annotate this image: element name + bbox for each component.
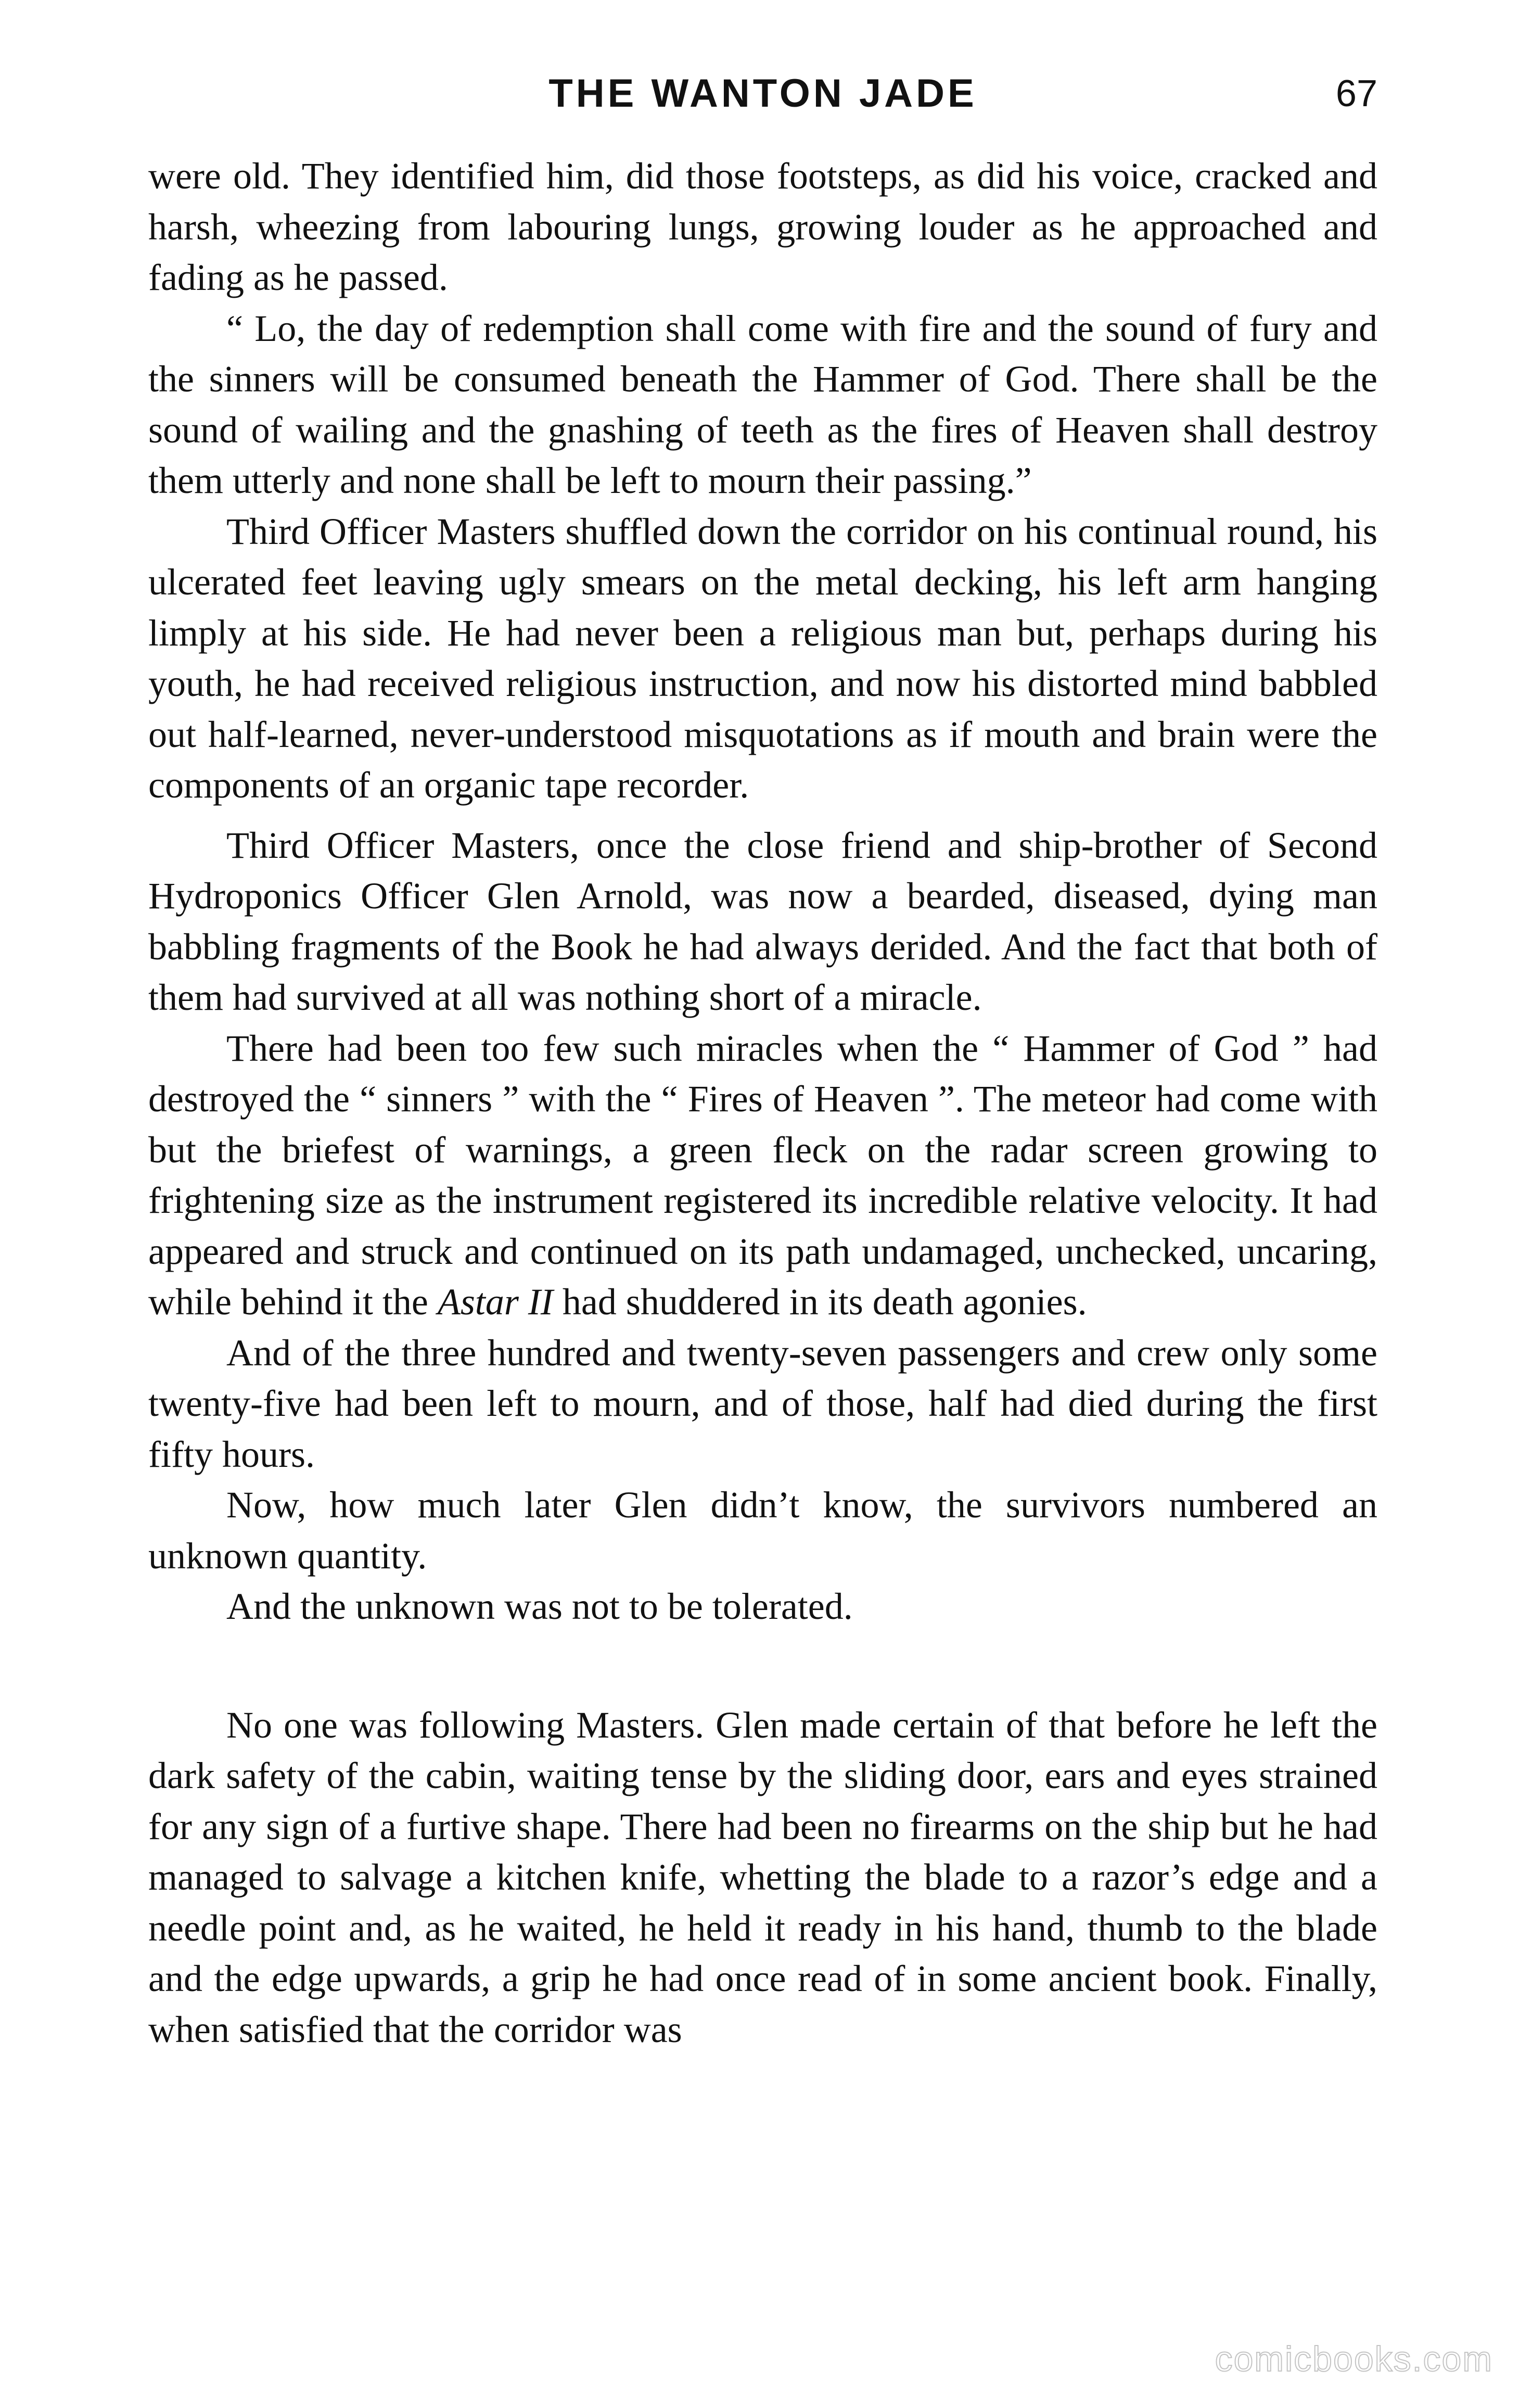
paragraph-survivors-count: And of the three hundred and twenty-seven passengers and crew only some twenty-five had been left to mourn, and of those, half had died during the first fifty hours. xyxy=(148,1332,1377,1475)
ship-name: Astar II xyxy=(437,1281,553,1323)
meteor-text-before: There had been too few such miracles when the “ Hammer of God ” had destroyed the “ sinners ” with the “ Fires of Heaven ”. The meteor had come with but the briefest of warnings, a green fleck on the radar screen growing to frightening size as the instrument registered its incredible relative velocity. It had appeared and struck and continued on its path undamaged, unchecked, uncaring, while behind it the xyxy=(148,1027,1377,1323)
running-title: THE WANTON JADE xyxy=(548,71,977,116)
section-break xyxy=(148,1632,1377,1700)
paragraph-not-tolerated: And the unknown was not to be tolerated. xyxy=(226,1586,853,1627)
page-number: 67 xyxy=(1335,73,1377,115)
paragraph-unknown-quantity: Now, how much later Glen didn’t know, the survivors numbered an unknown quantity. xyxy=(148,1484,1377,1577)
paragraph-continuation: were old. They identified him, did those footsteps, as did his voice, cracked and harsh, wheezing from labouring lungs, growing louder as he approached and fading as he passed. xyxy=(148,155,1377,298)
body-text xyxy=(148,151,1377,2055)
paragraph-masters-friend: Third Officer Masters, once the close friend and ship-brother of Second Hydroponics Officer Glen Arnold, was now a bearded, diseased, dying man babbling fragments of the Book he had always derided. And the fact that both of them had survived at all was nothing short of a miracle. xyxy=(148,824,1377,1018)
paragraph-following-masters: No one was following Masters. Glen made certain of that before he left the dark safety of the cabin, waiting tense by the sliding door, ears and eyes strained for any sign of a furtive shape. There had been no firearms on the ship but he had managed to salvage a kitchen knife, whetting the blade to a razor’s edge and a needle point and, as he waited, he held it ready in his hand, thumb to the blade and the edge upwards, a grip he had once read of in some ancient book. Finally, when satisfied that the corridor was xyxy=(148,1704,1377,2050)
running-head xyxy=(148,68,1377,130)
watermark: comicbooks.com xyxy=(1215,2339,1493,2379)
paragraph-quotation: “ Lo, the day of redemption shall come with fire and the sound of fury and the sinners will be consumed beneath the Hammer of God. There shall be the sound of wailing and the gnashing of teeth as the fires of Heaven shall destroy them utterly and none shall be left to mourn their passing.” xyxy=(148,307,1377,501)
paragraph-meteor xyxy=(148,1023,1377,1328)
meteor-text-after: had shuddered in its death agonies. xyxy=(553,1281,1087,1323)
paragraph-masters-round: Third Officer Masters shuffled down the corridor on his continual round, his ulcerated feet leaving ugly smears on the metal decking, his left arm hanging limply at his side. He had never been a religious man but, perhaps during his youth, he had received religious instruction, and now his distorted mind babbled out half-learned, never-understood misquotations as if mouth and brain were the components of an organic tape recorder. xyxy=(148,510,1377,806)
book-page xyxy=(148,68,1377,2055)
